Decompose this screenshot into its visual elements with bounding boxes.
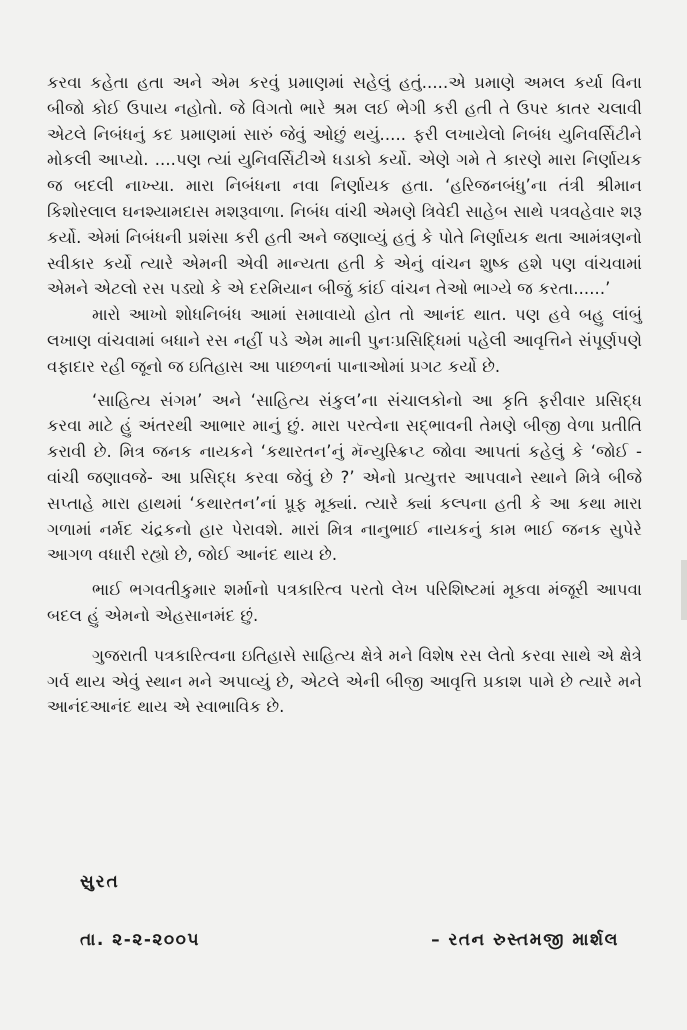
paragraph-1: કરવા કહેતા હતા અને એમ કરવું પ્રમાણમાં સહેલું હતું.....એ પ્રમાણે અમલ કર્યા વિના બીજો કોઈ ઉપાય નહોતો. જે વિગતો ભારે શ્રમ લઈ ભેગી કરી હતી તે ઉપર કાતર ચલાવી એટલે નિબંધનું કદ પ્રમાણમાં સારું જેવું ઓછું થયું..... ફરી લખાયેલો નિબંધ યુનિવર્સિટીને મોકલી આપ્યો. ....પણ ત્યાં યુનિવર્સિટીએ ધડાકો કર્યો. એણે ગમે તે કારણે મારા નિર્ણાયક જ બદલી નાખ્યા. મારા નિબંધના નવા નિર્ણાયક હતા. ‘હરિજનબંધુ’ના તંત્રી શ્રીમાન કિશોરલાલ ઘનશ્યામદાસ મશરૂવાળા. નિબંધ વાંચી એમણે ત્રિવેદી સાહેબ સાથે પત્રવહેવાર શરૂ કર્યો. એમાં નિબંધની પ્રશંસા કરી હતી અને જણાવ્યું હતું કે પોતે નિર્ણાયક થતા આમંત્રણનો સ્વીકાર કર્યો ત્યારે એમની એવી માન્યતા હતી કે એનું વાંચન શુષ્ક હશે પણ વાંચવામાં એમને એટલો રસ પડ્યો કે એ દરમિયાન બીજું કાંઈ વાંચન તેઓ ભાગ્યે જ કરતા......’ [47, 73, 642, 299]
preface-text [47, 70, 642, 734]
paragraph-5: ગુજરાતી પત્રકારિત્વના ઇતિહાસે સાહિત્ય ક્ષેત્રે મને વિશેષ રસ લેતો કરવા સાથે એ ક્ષેત્રે ગર્વ થાય એવું સ્થાન મને અપાવ્યું છે, એટલે એની બીજી આવૃત્તિ પ્રકાશ પામે છે ત્યારે મને આનંદઆનંદ થાય એ સ્વાભાવિક છે. [47, 645, 642, 717]
date-label: તા. ૨-૨-૨૦૦૫ [80, 930, 200, 950]
author-signature: – રતન રુસ્તમજી માર્શલ [431, 930, 619, 950]
place-label: સુરત [80, 872, 120, 892]
paragraph-4: ભાઈ ભગવતીકુમાર શર્માનો પત્રકારિત્વ પરતો લેખ પરિશિષ્ટમાં મૂકવા મંજૂરી આપવા બદલ હું એમનો એહસાનમંદ છું. [47, 580, 642, 625]
page-edge-shadow [681, 560, 687, 620]
paragraph-2: મારો આખો શોધનિબંધ આમાં સમાવાયો હોત તો આનંદ થાત. પણ હવે બહુ લાંબું લખાણ વાંચવામાં બધાને રસ નહીં પડે એમ માની પુનઃપ્રસિદ્ધિમાં પહેલી આવૃત્તિને સંપૂર્ણપણે વફાદાર રહી જૂનો જ ઇતિહાસ આ પાછળનાં પાનાઓમાં પ્રગટ કર્યો છે. [47, 305, 642, 376]
paragraph-3: ‘સાહિત્ય સંગમ’ અને ‘સાહિત્ય સંકુલ’ના સંચાલકોનો આ કૃતિ ફરીવાર પ્રસિદ્ધ કરવા માટે હું અંતરથી આભાર માનું છું. મારા પરત્વેના સદ્ભાવની તેમણે બીજી વેળા પ્રતીતિ કરાવી છે. મિત્ર જનક નાયકને ‘કથારતન’નું મૅન્યુસ્ક્રિપ્ટ જોવા આપતાં કહેલું કે ‘જોઈ - વાંચી જણાવજે- આ પ્રસિદ્ધ કરવા જેવું છે ?’ એનો પ્રત્યુત્તર આપવાને સ્થાને મિત્રે બીજે સપ્તાહે મારા હાથમાં ‘કથારતન’નાં પ્રૂફ મૂક્યાં. ત્યારે ક્યાં કલ્પના હતી કે આ કથા મારા ગળામાં નર્મદ ચંદ્રકનો હાર પેરાવશે. મારાં મિત્ર નાનુભાઈ નાયકનું કામ ભાઈ જનક સુપેરે આગળ વધારી રહ્યો છે, જોઈ આનંદ થાય છે. [47, 390, 642, 565]
